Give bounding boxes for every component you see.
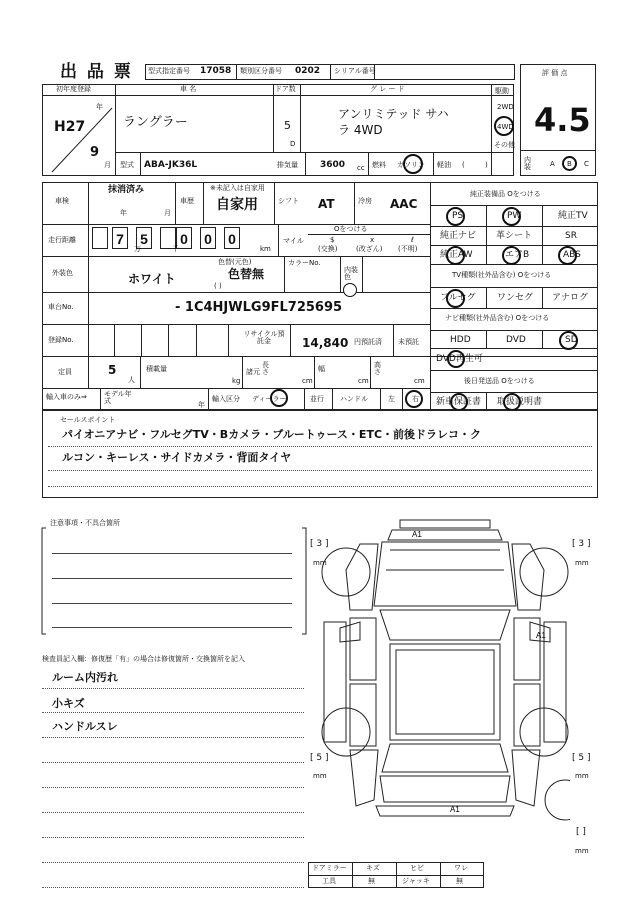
tread-front-right-mm: mm <box>575 559 589 567</box>
car-diagram <box>320 510 570 840</box>
bottom-h-break: ワレ <box>454 864 468 872</box>
sen-unit: 千 <box>172 245 179 253</box>
recycle-unpaid[interactable]: 未預託 <box>398 338 419 346</box>
mileage-label: 走行距離 <box>48 236 76 244</box>
ship-header: 後日発送品 Oをつける <box>464 377 535 385</box>
fuel-circle <box>403 154 423 174</box>
tread-rear-right: [ 5 ] <box>572 753 591 763</box>
capacity-unit: 人 <box>128 376 135 384</box>
exterior-color-label: 外装色 <box>52 269 73 277</box>
notes-label: 注意事項・不具合箇所 <box>50 519 120 527</box>
navi-sd-circle <box>559 331 578 350</box>
door-count: 5 <box>284 119 291 132</box>
dvd-playable[interactable]: DVD再生可 <box>436 354 483 364</box>
door-suffix: D <box>290 140 296 148</box>
equip-sr[interactable]: SR <box>565 231 577 241</box>
car-name-label: 車 名 <box>180 85 197 93</box>
equip-pw[interactable]: PW <box>507 211 522 221</box>
score-header: 評 価 点 <box>542 69 568 77</box>
navi-dvd[interactable]: DVD <box>506 335 526 345</box>
exterior-color-value: ホワイト <box>128 272 176 286</box>
doors-label: ドア数 <box>275 85 296 93</box>
equip-airbag-circle <box>502 246 521 265</box>
paren-close: ) <box>485 161 488 169</box>
ship-warranty-circle <box>450 393 468 411</box>
tv-fullseg[interactable]: フルセグ <box>440 293 476 303</box>
model-value: ABA-JK36L <box>144 160 198 170</box>
score-value: 4.5 <box>534 101 591 139</box>
odometer-digit: 0 <box>224 227 240 249</box>
fuel-gasoline[interactable]: ガソリン <box>397 161 425 169</box>
tread-rear-left: [ 5 ] <box>310 753 329 763</box>
type-designation-value: 17058 <box>200 66 232 76</box>
sales-point-label: セールスポイント <box>60 416 116 424</box>
equip-abs-circle <box>558 246 577 265</box>
model-label: 型式 <box>120 161 134 169</box>
tread-front-left-mm: mm <box>313 559 327 567</box>
registration-label: 登録No. <box>48 336 74 344</box>
equip-airbag[interactable]: エアB <box>505 250 530 260</box>
equip-abs[interactable]: ABS <box>563 250 581 260</box>
inspection-label: 車検 <box>55 197 69 205</box>
sales-line-1: パイオニアナビ・フルセグTV・Bカメラ・ブルートゥース・ETC・前後ドラレコ・ク <box>62 428 482 441</box>
mile-opt-tamper-sym[interactable]: x <box>370 236 375 244</box>
grade-line-2: ラ 4WD <box>338 123 383 137</box>
color-no-label: カラーNo. <box>288 259 321 267</box>
shift-value: AT <box>318 197 335 211</box>
diesel-label[interactable]: 軽油 <box>437 161 451 169</box>
interior-color-label: 内装色 <box>344 266 358 281</box>
bottom-h-crack: ヒビ <box>410 864 424 872</box>
dvd-circle <box>447 350 465 368</box>
odometer-digit: 0 <box>176 227 192 249</box>
note-line-3: ハンドルスレ <box>52 720 118 733</box>
recycle-value: 14,840 <box>302 336 349 350</box>
drive-2wd[interactable]: 2WD <box>497 103 514 111</box>
handle-left[interactable]: 左 <box>388 395 395 403</box>
equip-navi[interactable]: 純正ナビ <box>440 231 477 241</box>
tread-rear-right-mm: mm <box>575 772 589 780</box>
tv-analog[interactable]: アナログ <box>552 293 589 303</box>
capacity-value: 5 <box>108 363 117 377</box>
interior-c[interactable]: C <box>584 160 589 168</box>
mile-opt-tamper[interactable]: (改ざん) <box>356 245 383 253</box>
import-label: 輸入車のみ⇒ <box>46 393 87 401</box>
navi-header: ナビ種類(社外品含む) Oをつける <box>445 314 550 322</box>
repaint-circle <box>343 283 357 297</box>
note-line-1: ルーム内汚れ <box>52 671 118 684</box>
repaint-paren: ( ) <box>214 282 222 290</box>
navi-hdd[interactable]: HDD <box>450 335 471 345</box>
equip-aw-circle <box>446 246 465 265</box>
displacement-label: 排気量 <box>277 161 298 169</box>
history-value: 自家用 <box>216 197 258 213</box>
month-unit: 月 <box>104 161 111 169</box>
serial-box <box>330 64 515 80</box>
shift-label: シフト <box>278 197 299 205</box>
equip-aw[interactable]: 純正AW <box>440 250 473 260</box>
displacement-value: 3600 <box>320 160 346 170</box>
drive-label: 駆動 <box>495 87 509 95</box>
paren-open: ( <box>462 161 465 169</box>
bottom-v-jack: ジャッキ <box>402 877 430 885</box>
man-unit: 万 <box>134 245 141 253</box>
model-year-label: モデル年式 <box>104 390 132 405</box>
mile-opt-exchange[interactable]: (交換) <box>318 245 338 253</box>
mile-note: Oをつける <box>334 225 368 233</box>
grade-label: グ レ ー ド <box>370 85 405 93</box>
equip-header: 純正装備品 Oをつける <box>470 190 541 198</box>
tv-fullseg-circle <box>446 289 465 308</box>
tv-header: TV種類(社外品含む) Oをつける <box>452 271 552 279</box>
equip-leather[interactable]: 革シート <box>496 231 533 241</box>
handle-label: ハンドル <box>340 395 368 403</box>
recycle-label: リサイクル預託金 <box>243 330 285 345</box>
handle-right[interactable]: 右 <box>412 395 419 403</box>
repaint-label: 色替(元色) <box>218 258 252 266</box>
equip-pw-circle <box>502 207 521 226</box>
cc-unit: cc <box>357 164 365 172</box>
mile-label: マイル <box>283 237 304 245</box>
equip-tv[interactable]: 純正TV <box>558 211 588 221</box>
ac-label: 冷房 <box>358 197 372 205</box>
notes-bracket <box>40 526 310 638</box>
history-label: 車歴 <box>180 197 194 205</box>
drive-other[interactable]: その他 <box>494 141 515 149</box>
recycle-paid[interactable]: 円預託済 <box>354 338 382 346</box>
capacity-label: 定員 <box>58 368 72 376</box>
inspection-year-unit: 年 <box>120 209 127 217</box>
tread-rear-left-mm: mm <box>313 772 327 780</box>
interior-a[interactable]: A <box>550 160 555 168</box>
sales-line-2: ルコン・キーレス・サイドカメラ・背面タイヤ <box>62 451 292 464</box>
ship-warranty[interactable]: 新車保証書 <box>436 397 482 407</box>
mile-opt-exchange-sym[interactable]: $ <box>330 236 335 244</box>
bottom-v-tools-state: 無 <box>368 877 375 885</box>
serial-label: シリアル番号 <box>334 67 376 75</box>
mark-front-bumper: A1 <box>412 530 422 539</box>
fuel-label: 燃料 <box>372 161 386 169</box>
interior-b-circle <box>562 156 577 171</box>
interior-label: 内装 <box>524 156 531 171</box>
note-line-2: 小キズ <box>52 697 85 710</box>
bottom-v-tools: 工具 <box>322 877 336 885</box>
mile-opt-unknown[interactable]: (不明) <box>398 245 418 253</box>
model-year-unit: 年 <box>198 401 205 409</box>
form-title: 出 品 票 <box>60 62 133 82</box>
year-unit: 年 <box>96 103 103 111</box>
load-label: 積載量 <box>146 365 167 373</box>
category-value: 0202 <box>295 66 321 76</box>
height-cm: cm <box>414 377 425 385</box>
tread-front-left: [ 3 ] <box>310 539 329 549</box>
chassis-label: 車台No. <box>48 303 74 311</box>
height-label: 高さ <box>374 361 381 376</box>
import-dealer[interactable]: ディーラー <box>252 395 287 403</box>
width-label: 幅 <box>318 365 325 373</box>
inspection-month-unit: 月 <box>164 209 171 217</box>
tread-spare-mm: mm <box>575 847 589 855</box>
ac-value: AAC <box>390 197 418 211</box>
repaint-value: 色替無 <box>228 267 265 281</box>
odometer-digit: 0 <box>200 227 216 249</box>
first-reg-month: 9 <box>90 145 100 160</box>
inspector-label: 検査員記入欄：修復歴「有」の場合は修復箇所・交換箇所を記入 <box>42 655 245 663</box>
equip-ps[interactable]: PS <box>452 211 464 221</box>
bottom-h-scratch: キズ <box>366 864 380 872</box>
type-designation-label: 型式指定番号 <box>148 67 190 75</box>
kg-unit: kg <box>232 377 241 385</box>
ship-manual-circle <box>503 393 521 411</box>
chassis-value: - 1C4HJWLG9FL725695 <box>175 300 343 315</box>
length-cm: cm <box>302 377 313 385</box>
drive-4wd-circle <box>494 116 514 136</box>
category-label: 類別区分番号 <box>240 67 282 75</box>
mile-opt-unknown-sym[interactable]: ℓ <box>411 236 414 244</box>
odometer-digit: 5 <box>136 227 152 249</box>
tread-front-right: [ 3 ] <box>572 539 591 549</box>
mark-right-door: A1 <box>536 631 546 640</box>
navi-sd[interactable]: SD <box>565 335 578 345</box>
km-unit: km <box>260 245 271 253</box>
ship-manual[interactable]: 取扱説明書 <box>497 397 543 407</box>
car-name: ラングラー <box>123 115 188 130</box>
history-note: ※未記入は自家用 <box>210 184 265 192</box>
odometer-digit: 7 <box>112 227 128 249</box>
tv-oneseg[interactable]: ワンセグ <box>497 293 534 303</box>
inspection-value: 抹消済み <box>108 185 145 195</box>
first-reg-label: 初年度登録 <box>56 85 91 93</box>
equip-ps-circle <box>446 207 465 226</box>
bottom-v-jack-state: 無 <box>456 877 463 885</box>
handle-right-circle <box>405 390 423 408</box>
import-category-label: 輸入区分 <box>212 395 240 403</box>
first-reg-era: H27 <box>54 119 86 135</box>
length-label: 長さ <box>262 361 269 376</box>
drive-4wd[interactable]: 4WD <box>497 123 514 131</box>
interior-b[interactable]: B <box>567 160 572 168</box>
grade-line-1: アンリミテッド サハ <box>338 107 449 121</box>
mark-rear-bumper: A1 <box>450 805 460 814</box>
import-parallel[interactable]: 並行 <box>310 395 324 403</box>
dealer-circle <box>270 389 288 407</box>
width-cm: cm <box>358 377 369 385</box>
tread-spare: [ ] <box>576 827 586 837</box>
bottom-h-mirror: ドアミラー <box>312 864 347 872</box>
odometer-digit <box>92 227 108 249</box>
dims-label: 諸元 <box>246 368 260 376</box>
